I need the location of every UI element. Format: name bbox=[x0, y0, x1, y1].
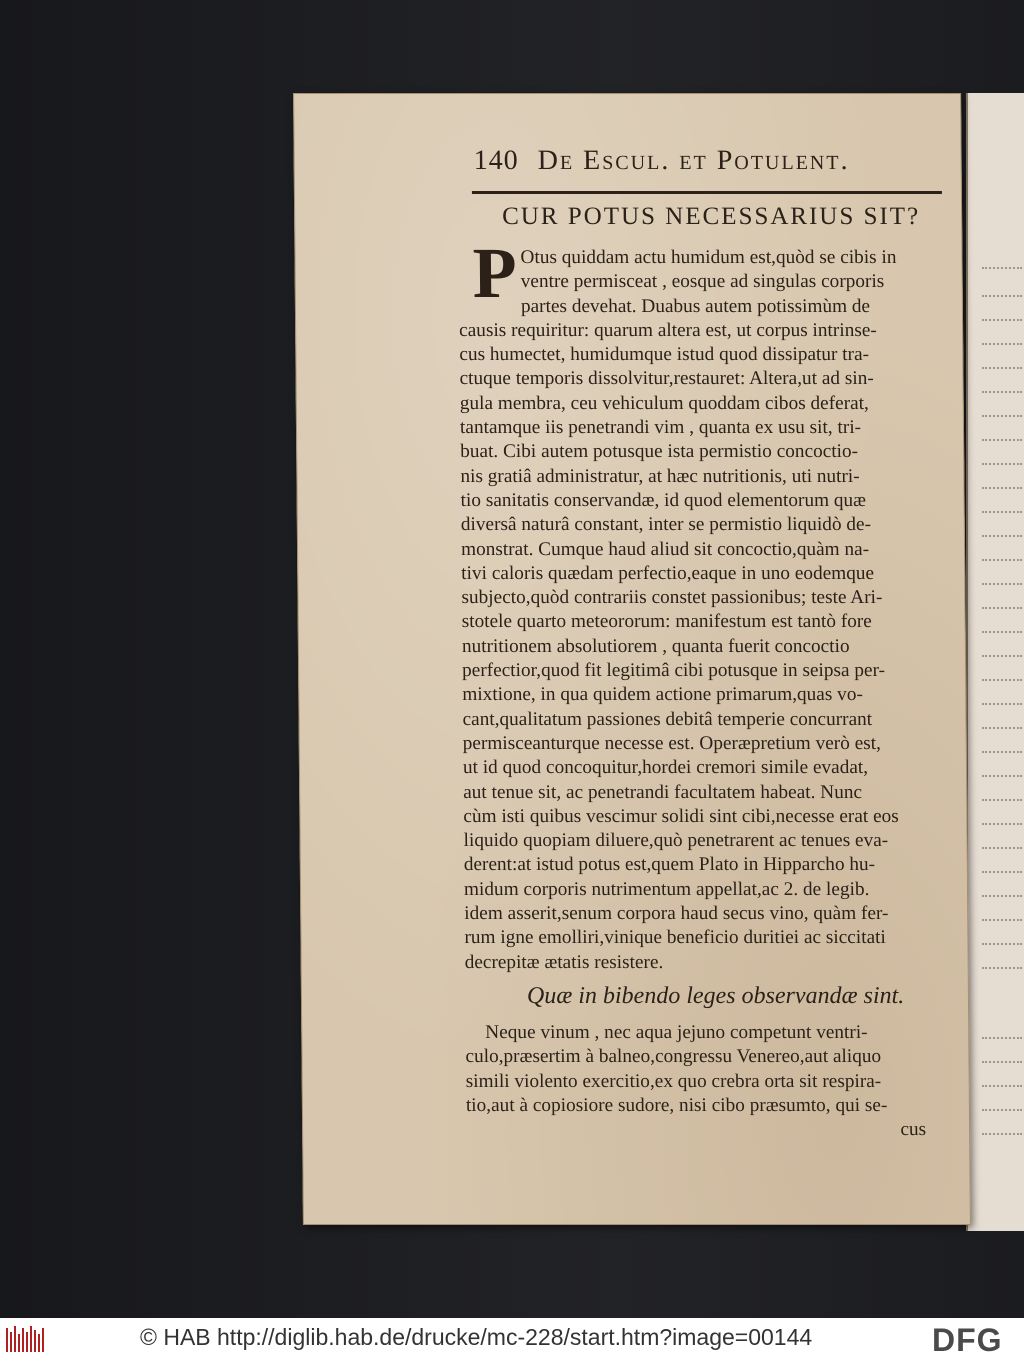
text-line: diversâ naturâ constant, inter se permistio liquidò de- bbox=[460, 514, 872, 536]
running-head: De Escul. et Potulent. bbox=[537, 145, 850, 176]
book-page bbox=[293, 93, 971, 1225]
text-line: nutritionem absolutiorem , quanta fuerit concoctio bbox=[461, 635, 850, 657]
text-line: nis gratiâ administratur, at hæc nutritionis, uti nutri- bbox=[460, 465, 860, 487]
text-line: stotele quarto meteororum: manifestum est tantò fore bbox=[461, 611, 872, 633]
copyright-url[interactable]: © HAB http://diglib.hab.de/drucke/mc-228/start.htm?image=00144 bbox=[140, 1324, 813, 1350]
text-line: partes devehat. Duabus autem potissimùm de bbox=[520, 295, 871, 317]
text-line: decrepitæ ætatis resistere. bbox=[464, 951, 664, 973]
text-line: tivi caloris quædam perfectio,eaque in uno eodemque bbox=[461, 562, 875, 584]
text-line: monstrat. Cumque haud aliud sit concoctio,quàm na- bbox=[460, 538, 870, 560]
section-title-italic: Quæ in bibendo leges observandæ sint. bbox=[526, 983, 905, 1009]
text-line: cus humectet, humidumque istud quod dissipatur tra- bbox=[459, 344, 870, 366]
section-body-2 bbox=[465, 1021, 956, 1142]
text-line: tantamque iis penetrandi vim , quanta ex usu sit, tri- bbox=[459, 417, 862, 439]
text-line: mixtione, in qua quidem actione primarum,quas vo- bbox=[462, 684, 863, 706]
text-line: cant,qualitatum passiones debitâ temperie concurrant bbox=[462, 708, 873, 730]
text-line: liquido quopiam diluere,quò penetrarent ac tenues eva- bbox=[463, 830, 889, 852]
page-number: 140 bbox=[473, 145, 519, 176]
text-line: causis requiritur: quarum altera est, ut corpus intrinse- bbox=[459, 319, 877, 341]
text-line: midum corporis nutrimentum appellat,ac 2. de legib. bbox=[463, 878, 870, 900]
drop-capital: P bbox=[472, 233, 517, 313]
text-line: permisceanturque necesse est. Operæpretium verò est, bbox=[462, 732, 881, 754]
text-line: tio sanitatis conservandæ, id quod elementorum quæ bbox=[460, 489, 867, 511]
text-line: derent:at istud potus est,quem Plato in Hipparcho hu- bbox=[463, 854, 876, 876]
text-line: culo,præsertim à balneo,congressu Venereo,aut aliquo bbox=[465, 1046, 882, 1068]
section-title: CUR POTUS NECESSARIUS SIT? bbox=[502, 203, 921, 230]
footer-bar bbox=[0, 1318, 1024, 1363]
text-line: ventre permisceat , eosque ad singulas corporis bbox=[520, 271, 885, 293]
adjacent-page-edge bbox=[966, 93, 1024, 1231]
text-line: rum igne emolliri,vinique beneficio duritiei ac siccitati bbox=[464, 927, 886, 949]
text-line: cùm isti quibus vescimur solidi sint cibi,necesse erat eos bbox=[463, 805, 899, 827]
text-line: idem asserit,senum corpora haud secus vino, quàm fer- bbox=[464, 903, 889, 925]
text-line: aut tenue sit, ac penetrandi facultatem habeat. Nunc bbox=[463, 781, 863, 803]
section-body bbox=[458, 246, 954, 975]
text-line: tio,aut à copiosiore sudore, nisi cibo præsumto, qui se- bbox=[465, 1094, 888, 1116]
text-line: Neque vinum , nec aqua jejuno competunt ventri- bbox=[485, 1022, 868, 1043]
dfg-logo: DFG bbox=[932, 1322, 1003, 1358]
text-line: simili violento exercitio,ex quo crebra orta sit respira- bbox=[465, 1070, 882, 1092]
hab-barcode-logo bbox=[4, 1324, 48, 1356]
text-line: Otus quiddam actu humidum est,quòd se cibis in bbox=[520, 247, 897, 268]
text-line: ut id quod concoquitur,hordei cremori simile evadat, bbox=[462, 757, 869, 779]
text-line: buat. Cibi autem potusque ista permistio concoctio- bbox=[460, 441, 859, 463]
header-rule bbox=[472, 191, 942, 194]
page-header bbox=[474, 145, 944, 185]
text-line: cus bbox=[900, 1119, 927, 1141]
text-line: ctuque temporis dissolvitur,restauret: Altera,ut ad sin- bbox=[459, 368, 874, 390]
text-line: gula membra, ceu vehiculum quoddam cibos deferat, bbox=[459, 392, 869, 414]
text-line: subjecto,quòd contrariis constet passionibus; teste Ari- bbox=[461, 587, 883, 609]
text-line: perfectior,quod fit legitimâ cibi potusque in seipsa per- bbox=[462, 660, 886, 682]
